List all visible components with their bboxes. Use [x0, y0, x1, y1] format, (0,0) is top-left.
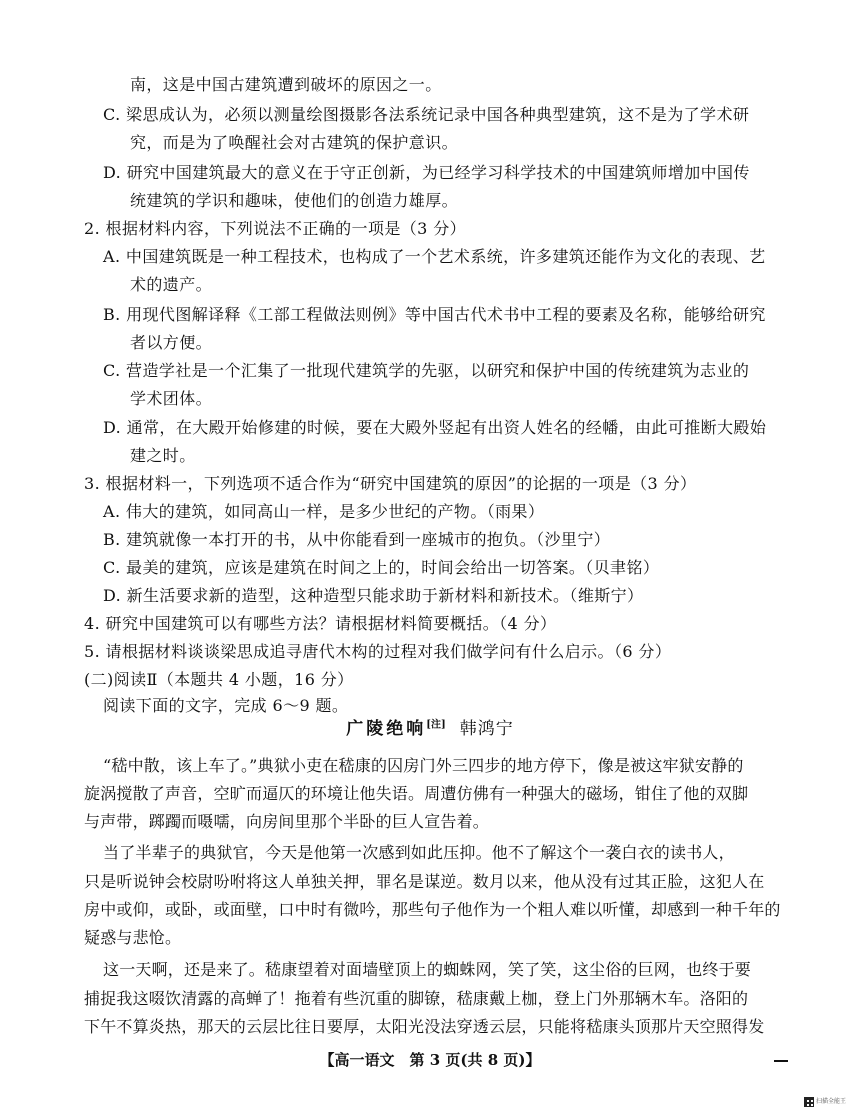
line: 者以方便。 — [130, 333, 213, 352]
line: 统建筑的学识和趣味，使他们的创造力雄厚。 — [130, 191, 459, 210]
option-c: C. 梁思成认为，必须以测量绘图摄影各法系统记录中国各种典型建筑，这不是为了学术研 — [103, 105, 750, 124]
option-a: A. 伟大的建筑，如同高山一样，是多少世纪的产物。（雨果） — [103, 502, 545, 521]
page-footer: 【高一语文 第 3 页(共 8 页)】 — [319, 1051, 541, 1069]
question-5: 5. 请根据材料谈谈梁思成追寻唐代木构的过程对我们做学问有什么启示。（6 分） — [84, 642, 672, 661]
section-heading: (二)阅读Ⅱ（本题共 4 小题，16 分） — [84, 670, 354, 689]
passage-line: 只是听说钟会校尉吩咐将这人单独关押，罪名是谋逆。数月以来，他从没有过其正脸，这犯人在 — [84, 872, 765, 891]
option-c: C. 最美的建筑，应该是建筑在时间之上的，时间会给出一切答案。（贝聿铭） — [103, 558, 660, 577]
line: 究，而是为了唤醒社会对古建筑的保护意识。 — [130, 133, 459, 152]
question-2: 2. 根据材料内容，下列说法不正确的一项是（3 分） — [84, 219, 467, 238]
story-author: 韩鸿宁 — [459, 719, 514, 739]
line: 建之时。 — [130, 446, 196, 465]
option-b: B. 建筑就像一本打开的书，从中你能看到一座城市的抱负。（沙里宁） — [103, 530, 611, 549]
passage-line: 这一天啊，还是来了。嵇康望着对面墙壁顶上的蜘蛛网，笑了笑，这尘俗的巨网，也终于要 — [103, 960, 752, 979]
question-3: 3. 根据材料一，下列选项不适合作为“研究中国建筑的原因”的论据的一项是（3 分） — [84, 474, 697, 493]
passage-line: 房中或仰，或卧，或面壁，口中时有微吟，那些句子他作为一个粗人难以听懂，却感到一种千年的 — [84, 900, 781, 919]
story-note-mark: [注] — [426, 719, 446, 731]
story-title: 广陵绝响 — [346, 719, 427, 739]
qr-code-icon — [804, 1097, 814, 1107]
footer-dash — [774, 1060, 788, 1062]
passage-line: 下午不算炎热，那天的云层比往日要厚，太阳光没法穿透云层，只能将嵇康头顶那片天空照得发 — [84, 1017, 765, 1036]
scanner-watermark: 扫描全能王 — [816, 1098, 847, 1105]
option-d: D. 研究中国建筑最大的意义在于守正创新，为已经学习科学技术的中国建筑师增加中国传 — [103, 163, 750, 182]
story-title-line — [0, 717, 860, 741]
passage-line: 旋涡搅散了声音，空旷而逼仄的环境让他失语。周遭仿佛有一种强大的磁场，钳住了他的双脚 — [84, 784, 749, 803]
passage-line: “嵇中散，该上车了。”典狱小吏在嵇康的囚房门外三四步的地方停下，像是被这牢狱安静的 — [103, 756, 744, 775]
line: 南，这是中国古建筑遭到破坏的原因之一。 — [130, 75, 442, 94]
option-c: C. 营造学社是一个汇集了一批现代建筑学的先驱，以研究和保护中国的传统建筑为志业的 — [103, 361, 750, 380]
question-4: 4. 研究中国建筑可以有哪些方法？请根据材料简要概括。（4 分） — [84, 614, 557, 633]
line: 学术团体。 — [130, 389, 213, 408]
option-d: D. 新生活要求新的造型，这种造型只能求助于新材料和新技术。（维斯宁） — [103, 586, 644, 605]
option-b: B. 用现代图解译释《工部工程做法则例》等中国古代术书中工程的要素及名称，能够给研究 — [103, 305, 766, 324]
instruction: 阅读下面的文字，完成 6～9 题。 — [103, 696, 349, 715]
passage-line: 当了半辈子的典狱官，今天是他第一次感到如此压抑。他不了解这个一袭白衣的读书人， — [103, 843, 735, 862]
option-a: A. 中国建筑既是一种工程技术，也构成了一个艺术系统，许多建筑还能作为文化的表现、艺 — [103, 247, 766, 266]
passage-line: 疑惑与悲怆。 — [84, 928, 182, 947]
option-d: D. 通常，在大殿开始修建的时候，要在大殿外竖起有出资人姓名的经幡，由此可推断大殿始 — [103, 418, 767, 437]
passage-line: 捕捉我这啜饮清露的高蝉了！拖着有些沉重的脚镣，嵇康戴上枷，登上门外那辆木车。洛阳的 — [84, 989, 749, 1008]
line: 术的遗产。 — [130, 275, 213, 294]
passage-line: 与声带，踯躅而嗫嚅，向房间里那个半卧的巨人宣告着。 — [84, 812, 490, 831]
